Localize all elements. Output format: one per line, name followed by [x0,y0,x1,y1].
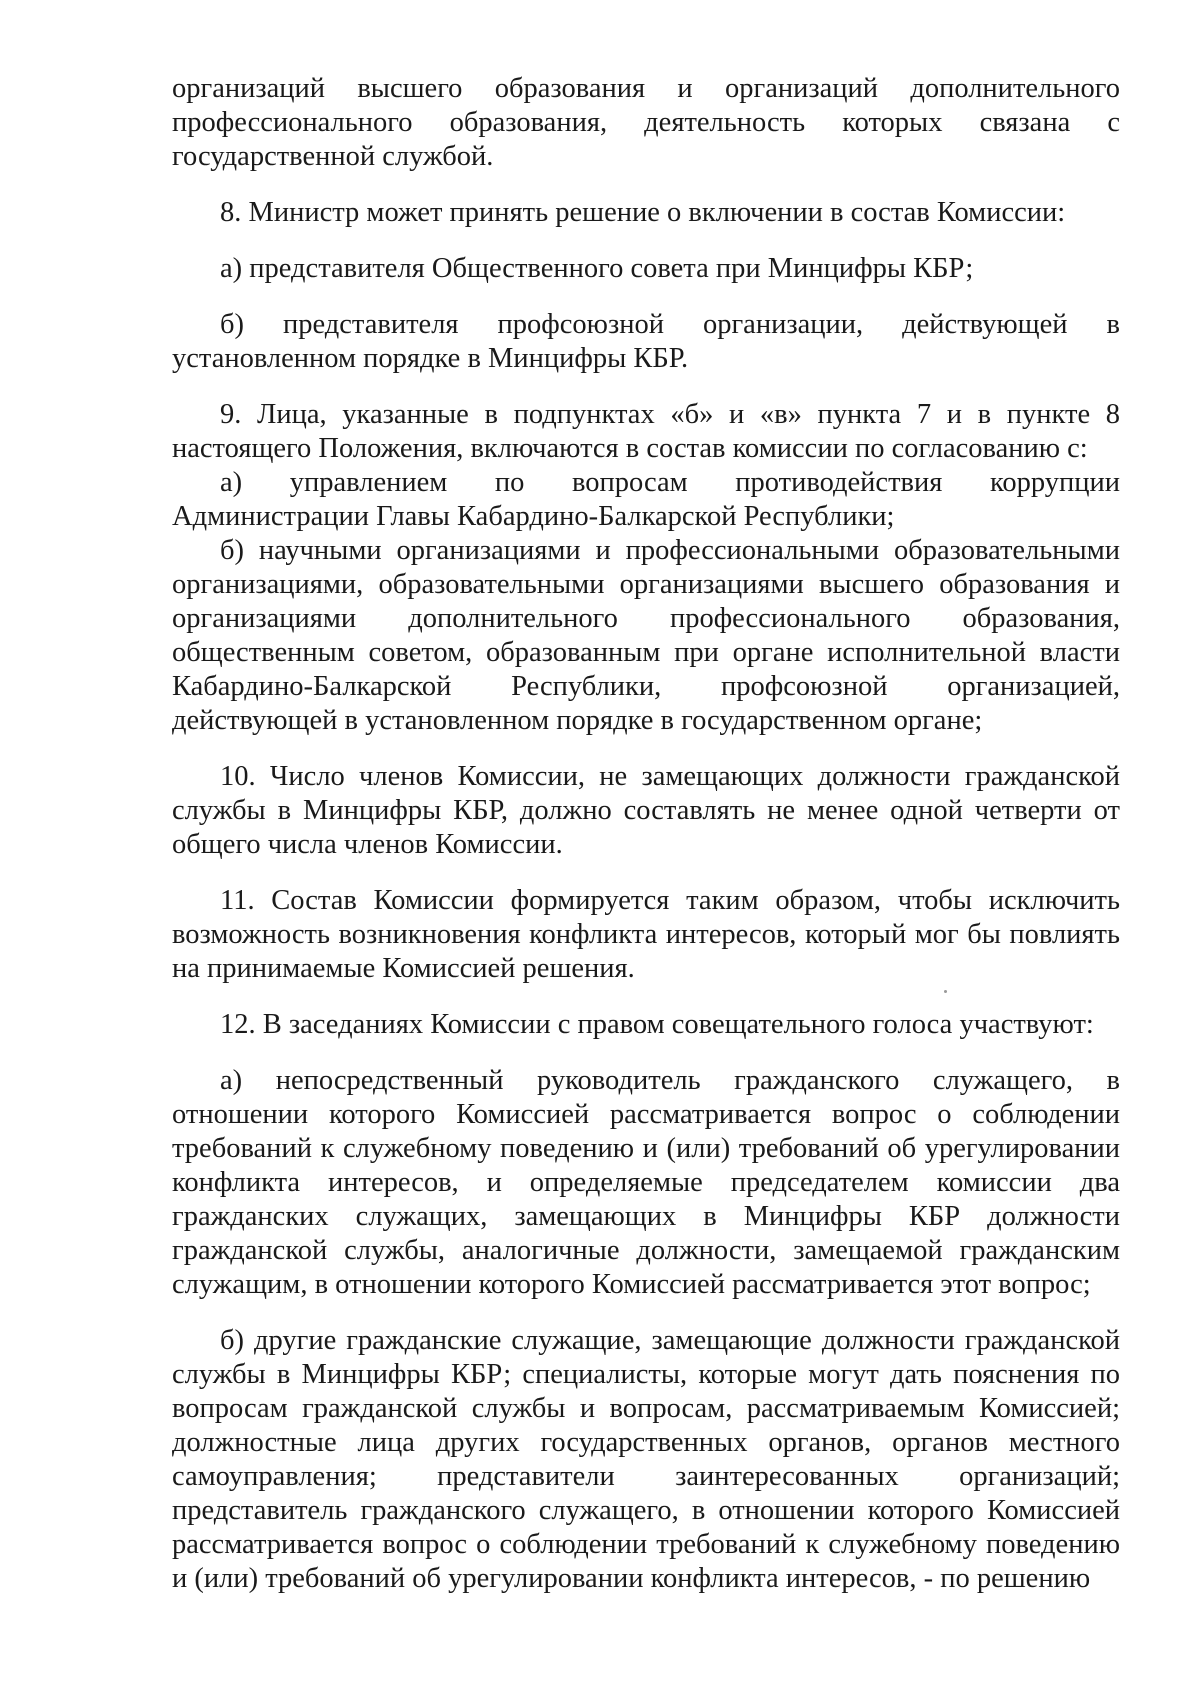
paragraph-8: 8. Министр может принять решение о включении в состав Комиссии: [220,197,1066,228]
paragraph-9: 9. Лица, указанные в подпунктах «б» и «в» пункта 7 и в пункте 8 настоящего Положения, включаются в состав комиссии по согласованию с: [172,399,1120,464]
paragraph-12-a: а) непосредственный руководитель гражданского служащего, в отношении которого Комиссией рассматривается вопрос о соблюдении требований к служебному поведению и (или) требований об урегулировании конфликта интересов, и определяемые председателем комиссии два гражданских служащих, замещающих в Минцифры КБР должности гражданской службы, аналогичные должности, замещаемой гражданским служащим, в отношении которого Комиссией рассматривается этот вопрос; [172,1065,1120,1300]
paragraph-9-a: а) управлением по вопросам противодействия коррупции Администрации Главы Кабардино-Балкарской Республики; [172,467,1120,532]
paragraph-12-b: б) другие гражданские служащие, замещающие должности гражданской службы в Минцифры КБР; специалисты, которые могут дать пояснения по вопросам гражданской службы и вопросам, рассматриваемым Комиссией; должностные лица других государственных органов, органов местного самоуправления; представители заинтересованных организаций; представитель гражданского служащего, в отношении которого Комиссией рассматривается вопрос о соблюдении требований к служебному поведению и (или) требований об урегулировании конфликта интересов, - по решению [172,1325,1120,1594]
paragraph-continuation: организаций высшего образования и организаций дополнительного профессионального образования, деятельность которых связана с государственной службой. [172,73,1120,172]
paragraph-12: 12. В заседаниях Комиссии с правом совещательного голоса участвуют: [220,1009,1094,1040]
scan-speck [944,990,947,993]
paragraph-8-b: б) представителя профсоюзной организации, действующей в установленном порядке в Минцифры КБР. [172,309,1120,374]
paragraph-8-a: а) представителя Общественного совета при Минцифры КБР; [220,253,974,284]
paragraph-10: 10. Число членов Комиссии, не замещающих должности гражданской службы в Минцифры КБР, должно составлять не менее одной четверти от общего числа членов Комиссии. [172,761,1120,860]
paragraph-9-b: б) научными организациями и профессиональными образовательными организациями, образовательными организациями высшего образования и организациями дополнительного профессионального образования, общественным советом, образованным при органе исполнительной власти Кабардино-Балкарской Республики, профсоюзной организацией, действующей в установленном порядке в государственном органе; [172,535,1120,736]
document-body [172,72,1120,1596]
paragraph-11: 11. Состав Комиссии формируется таким образом, чтобы исключить возможность возникновения конфликта интересов, который мог бы повлиять на принимаемые Комиссией решения. [172,885,1120,984]
